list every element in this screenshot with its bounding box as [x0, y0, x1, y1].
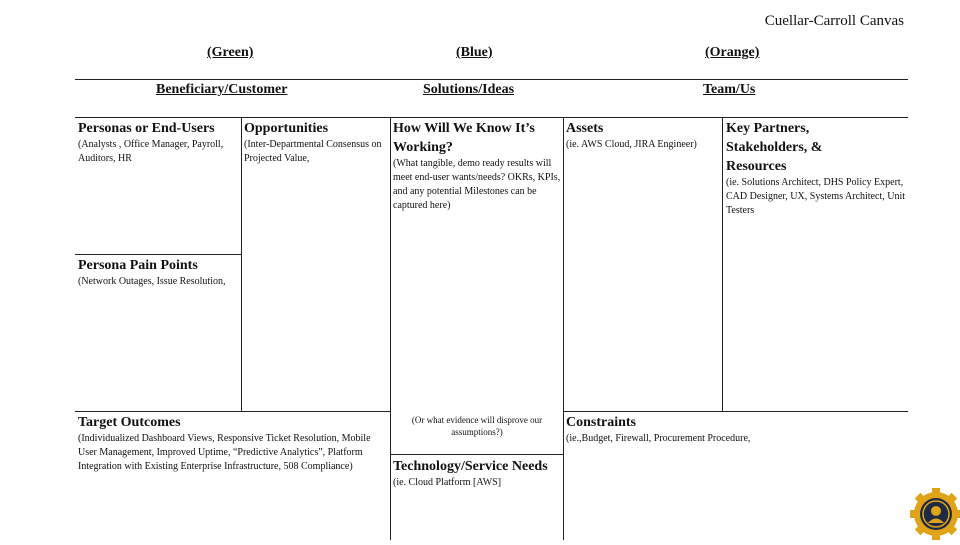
solutions-header: Solutions/Ideas: [423, 82, 515, 97]
tech-needs-text: (ie. Cloud Platform [AWS]: [393, 477, 502, 488]
header-divider: [75, 79, 908, 80]
orange-label: (Orange): [705, 45, 760, 60]
target-outcomes-title: Target Outcomes: [78, 415, 181, 430]
how-know-text: (What tangible, demo ready results will meet end-user wants/needs? OKRs, KPIs, and any potential Milestones can be captured here): [393, 158, 561, 211]
opportunities-text: (Inter-Departmental Consensus on Projected Value,: [244, 139, 382, 164]
target-outcomes-text: (Individualized Dashboard Views, Responsive Ticket Resolution, Mobile User Management, Improved Uptime, “Predictive Analytics”, Platform Integration with Existing Enterprise Infrastructure, 508 Compliance): [78, 433, 371, 472]
grid-line-tech-top: [390, 454, 563, 455]
constraints-text: (ie.,Budget, Firewall, Procurement Procedure,: [566, 433, 751, 444]
tech-needs-title: Technology/Service Needs: [393, 459, 548, 474]
assets-title: Assets: [566, 121, 604, 136]
grid-line-top: [75, 117, 908, 118]
how-know-note: (Or what evidence will disprove our assumptions?): [411, 415, 543, 437]
personas-text: (Analysts , Office Manager, Payroll, Auditors, HR: [78, 139, 224, 164]
grid-line-personas-bottom: [75, 254, 241, 255]
constraints-title: Constraints: [566, 415, 637, 430]
key-partners-box: [726, 119, 906, 218]
pain-points-box: [78, 256, 238, 289]
grid-line-left-bottom: [75, 411, 390, 412]
tech-needs-box: [393, 457, 559, 490]
grid-line-v3: [563, 117, 564, 540]
personas-title: Personas or End-Users: [78, 121, 215, 136]
green-label: (Green): [207, 45, 254, 60]
blue-label: (Blue): [456, 45, 493, 60]
how-know-title: How Will We Know It’s Working?: [393, 121, 535, 155]
team-header: Team/Us: [703, 82, 756, 97]
personas-box: [78, 119, 240, 166]
grid-line-v2: [390, 117, 391, 540]
assets-box: [566, 119, 720, 152]
constraints-box: [566, 413, 896, 446]
grid-line-v4: [722, 117, 723, 411]
beneficiary-header: Beneficiary/Customer: [156, 82, 288, 97]
grid-line-right-bottom: [563, 411, 908, 412]
gear-logo-icon: [910, 488, 960, 540]
assets-text: (ie. AWS Cloud, JIRA Engineer): [566, 139, 697, 150]
opportunities-title: Opportunities: [244, 121, 329, 136]
key-partners-title: Key Partners, Stakeholders, & Resources: [726, 121, 823, 174]
pain-points-title: Persona Pain Points: [78, 258, 198, 273]
grid-line-v1: [241, 117, 242, 411]
pain-points-text: (Network Outages, Issue Resolution,: [78, 276, 226, 287]
canvas-title: Cuellar-Carroll Canvas: [764, 13, 904, 29]
how-know-box: [393, 119, 561, 213]
key-partners-text: (ie. Solutions Architect, DHS Policy Expert, CAD Designer, UX, Systems Architect, Unit Testers: [726, 177, 906, 216]
target-outcomes-box: [78, 413, 386, 474]
opportunities-box: [244, 119, 386, 166]
